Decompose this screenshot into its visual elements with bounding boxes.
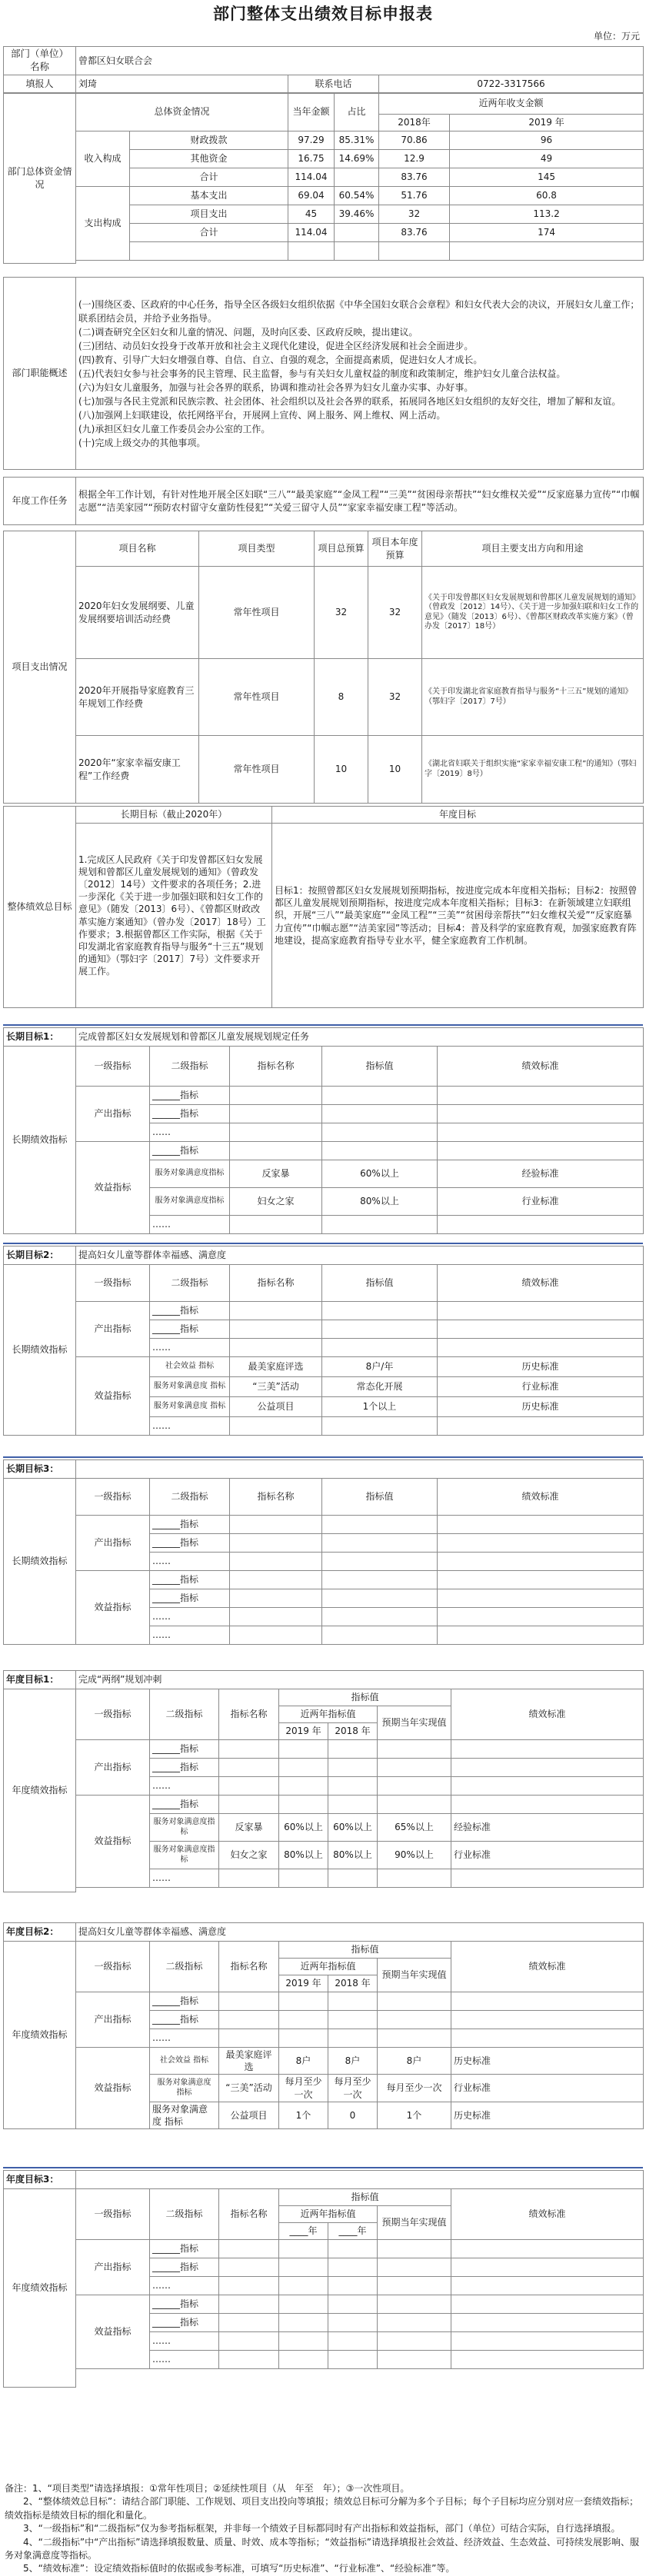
col-level1: 一级指标: [76, 1479, 150, 1516]
level2-cell: ______指标: [150, 1992, 219, 2011]
annual-goal-text: [76, 2171, 644, 2189]
indicator-name: 最美家庭评选: [219, 2048, 279, 2075]
level2-cell: ……: [150, 2029, 219, 2048]
col-level1: 一级指标: [76, 1942, 150, 1992]
long-goal-text: 提高妇女儿童等群体幸福感、满意度: [76, 1246, 644, 1265]
expense-row-current: 45: [288, 205, 335, 224]
indicator-value: 80%以上: [322, 1188, 438, 1216]
col-level1: 一级指标: [76, 1265, 150, 1302]
long-goal-side-label: 长期绩效指标: [4, 1479, 76, 1645]
indicator-standard: 经验标准: [438, 1160, 644, 1188]
project-col-header: 项目类型: [199, 531, 315, 567]
duty-item: (二)调查研究全区妇女和儿童的情况、问题，及时向区委、区政府反映，提出建议。: [78, 326, 418, 338]
annual-goal-text: 完成“两纲”规划冲刺: [76, 1671, 644, 1689]
duty-item: (五)代表妇女参与社会事务的民主管理、民主监督，参与有关妇女儿童权益的制度和政策制定，维护妇女儿童合法权益。: [78, 368, 566, 379]
project-basis: 《关于印发曾都区妇女发展规划和曾都区儿童发展规划的通知》（曾政发〔2012〕14号）、《关于进一步加强妇联和妇女工作的意见》（随发〔2013〕6号）、《曾都区财政改革实施方案》（曾办发〔2017〕18号）: [422, 567, 644, 659]
overall-goals-table: [3, 806, 644, 1008]
long-goal-text: [76, 1460, 644, 1479]
annual-task-content: 根据全年工作计划，有针对性地开展全区妇联“三八”“最美家庭”“金凤工程”“三美”“贫困母亲帮扶”“妇女维权关爱”“反家庭暴力宣传”“巾帼志愿”“洁美家园”“预防农村留守女童防性侵犯”“关爱三留守人员”“家家幸福安康工程”等活动。: [76, 478, 644, 525]
income-row-current: 114.04: [288, 168, 335, 187]
level2-cell: ……: [150, 1339, 230, 1357]
long-goal-2-table: [3, 1246, 644, 1436]
level2-cell: ______指标: [150, 1105, 230, 1123]
col-level2: 二级指标: [150, 1265, 230, 1302]
col-level2: 二级指标: [150, 1689, 219, 1740]
level2-cell: ______指标: [150, 1302, 230, 1320]
output-indicator-label: 产出指标: [76, 2240, 150, 2295]
divider: [3, 1456, 643, 1458]
long-goal-side-label: 长期绩效指标: [4, 1047, 76, 1234]
level2-cell: ……: [150, 1777, 219, 1796]
duty-item: (四)教育、引导广大妇女增强自尊、自信、自立、自强的观念，全面提高素质，促进妇女人才成长。: [78, 354, 483, 365]
fund-header: 总体资金情况: [76, 93, 288, 131]
indicator-year-2: 8户: [328, 2048, 378, 2075]
indicator-standard: 历史标准: [451, 2048, 644, 2075]
overall-goals-label: 整体绩效总目标: [4, 807, 76, 1008]
year-2-header: 2019 年: [450, 115, 644, 131]
income-row-share: [335, 168, 379, 187]
budget-table: [3, 92, 644, 264]
duties-content: [76, 278, 644, 470]
indicator-name: 公益项目: [230, 1397, 322, 1417]
annual-goal-content: 目标1：按照曾都区妇女发展规划预期指标，按进度完成本年度相关指标；目标2：按照曾都区儿童发展规划预期指标，按进度完成本年度相关指标；目标3：在新领域建立妇联组织，开展“三八”“最美家庭”“金凤工程”“三美”“贫困母亲帮扶”“妇女维权关爱”“反家庭暴力宣传”“巾帼志愿”“洁美家园”等活动；目标4：普及科学的家庭教育观，加强家庭教育阵地建设，提高家庭教育指导专业水平，健全家庭教育工作机制。: [272, 824, 644, 1008]
current-year-header: 当年金额: [288, 93, 335, 131]
level2-cell: ……: [150, 1626, 230, 1645]
header-table: [3, 46, 644, 94]
indicator-year-2: 每月至少一次: [328, 2075, 378, 2102]
project-table: [3, 531, 644, 804]
unit-label: 单位：万元: [593, 31, 640, 42]
expense-row-name: [130, 242, 288, 261]
indicator-value: 1个以上: [322, 1397, 438, 1417]
income-row-name: 其他资金: [130, 150, 288, 168]
expense-row-y1: 83.76: [379, 224, 450, 242]
level2-cell: 服务对象满意度指标: [150, 1814, 219, 1842]
income-row-name: 合计: [130, 168, 288, 187]
col-indicator-name: 指标名称: [219, 2189, 279, 2240]
level2-cell: ……: [150, 2277, 219, 2295]
notes: [5, 2482, 641, 2576]
duty-item: (九)承担区妇女儿童工作委员会办公室的工作。: [78, 423, 271, 434]
project-annual: 10: [368, 736, 422, 804]
annual-goal-side-label: 年度绩效指标: [4, 1689, 76, 1892]
expense-row-current: 69.04: [288, 187, 335, 205]
col-standard: 绩效标准: [451, 2189, 644, 2240]
long-goal-label: 长期目标3：: [4, 1460, 76, 1479]
dept-name-label: 部门（单位）名称: [4, 47, 76, 75]
indicator-value: 常态化开展: [322, 1377, 438, 1397]
income-row-current: 97.29: [288, 131, 335, 150]
col-level1: 一级指标: [76, 2189, 150, 2240]
duty-item: (三)团结、动员妇女投身于改革开放和社会主义现代化建设，促进全区经济发展和社会全面进步。: [78, 340, 474, 351]
col-level1: 一级指标: [76, 1047, 150, 1087]
effect-indicator-label: 效益指标: [76, 1796, 150, 1888]
project-type: 常年性项目: [199, 567, 315, 659]
project-name: 2020年妇女发展纲要、儿童发展纲要培训活动经费: [76, 567, 199, 659]
expense-row-current: 114.04: [288, 224, 335, 242]
output-indicator-label: 产出指标: [76, 1087, 150, 1142]
col-level2: 二级指标: [150, 1942, 219, 1992]
expense-label: 支出构成: [76, 187, 130, 261]
overall-budget-label: 部门总体资金情况: [4, 93, 76, 264]
duty-item: (七)加强与各民主党派和民族宗教、社会团体、社会组织以及社会各界的联系，拓展同各地区妇女组织的友好交往，增加了解和友谊。: [78, 395, 621, 407]
level2-cell: 服务对象满意度 指标: [150, 1397, 230, 1417]
phone-label: 联系电话: [288, 75, 379, 93]
recent-years-header: 近两年收支金额: [379, 93, 644, 115]
col-indicator-value: 指标值: [322, 1047, 438, 1087]
indicator-year-2: 80%以上: [328, 1842, 378, 1869]
indicator-year-1: 8户: [279, 2048, 328, 2075]
col-indicator-name: 指标名称: [219, 1942, 279, 1992]
annual-task-table: [3, 477, 644, 525]
indicator-name: 最美家庭评选: [230, 1357, 322, 1377]
divider: [3, 1024, 643, 1026]
expense-row-share: 60.54%: [335, 187, 379, 205]
indicator-name: 反家暴: [219, 1814, 279, 1842]
long-goal-3-table: [3, 1459, 644, 1645]
level2-cell: ______指标: [150, 1534, 230, 1553]
effect-indicator-label: 效益指标: [76, 1142, 150, 1234]
level2-cell: ……: [150, 2332, 219, 2351]
project-col-header: 项目主要支出方向和用途: [422, 531, 644, 567]
indicator-name: 反家暴: [230, 1160, 322, 1188]
income-row-y1: 12.9: [379, 150, 450, 168]
indicator-name: 公益项目: [219, 2102, 279, 2128]
indicator-year-1: 60%以上: [279, 1814, 328, 1842]
level2-cell: ______指标: [150, 1087, 230, 1105]
long-term-goal-header: 长期目标（截止2020年）: [76, 807, 272, 824]
annual-goal-3-table: [3, 2170, 644, 2388]
annual-goal-side-label: 年度绩效指标: [4, 1942, 76, 2129]
expense-row-name: 基本支出: [130, 187, 288, 205]
effect-indicator-label: 效益指标: [76, 1357, 150, 1436]
annual-goal-label: 年度目标2：: [4, 1923, 76, 1942]
col-year-1: 2019 年: [279, 1975, 328, 1992]
col-recent-years: 近两年指标值: [279, 1706, 378, 1723]
long-goal-1-table: [3, 1027, 644, 1234]
project-budget: 32: [315, 567, 368, 659]
col-year-2: ____年: [328, 2223, 378, 2240]
year-1-header: 2018年: [379, 115, 450, 131]
expense-row-share: [335, 224, 379, 242]
effect-indicator-label: 效益指标: [76, 1571, 150, 1645]
indicator-year-1: 每月至少一次: [279, 2075, 328, 2102]
indicator-name: 妇女之家: [230, 1188, 322, 1216]
level2-cell: 社会效益 指标: [150, 1357, 230, 1377]
indicator-year-1: 80%以上: [279, 1842, 328, 1869]
project-name: 2020年开展指导家庭教育三年规划工作经费: [76, 659, 199, 736]
level2-cell: ______指标: [150, 2240, 219, 2258]
level2-cell: ______指标: [150, 1740, 219, 1759]
long-goal-side-label: 长期绩效指标: [4, 1265, 76, 1436]
duty-item: (十)完成上级交办的其他事项。: [78, 437, 206, 448]
expense-row-share: [335, 242, 379, 261]
col-indicator-value: 指标值: [279, 2189, 451, 2206]
level2-cell: ……: [150, 1123, 230, 1142]
level2-cell: 服务对象满意度 指标: [150, 2102, 219, 2128]
note-line: 备注：1、“项目类型”请选择填报：①常年性项目；②延续性项目（从 年至 年）；③一次性项目。: [5, 2483, 410, 2494]
level2-cell: 服务对象满意度指标: [150, 1842, 219, 1869]
indicator-expected: 65%以上: [378, 1814, 451, 1842]
annual-goal-label: 年度目标3：: [4, 2171, 76, 2189]
col-level2: 二级指标: [150, 1479, 230, 1516]
level2-cell: ……: [150, 1553, 230, 1571]
col-indicator-name: 指标名称: [230, 1479, 322, 1516]
level2-cell: ……: [150, 1417, 230, 1436]
project-type: 常年性项目: [199, 659, 315, 736]
level2-cell: ______指标: [150, 1759, 219, 1777]
level2-cell: ______指标: [150, 1571, 230, 1589]
indicator-expected: 1个: [378, 2102, 451, 2128]
filler-value: 刘琦: [76, 75, 288, 93]
indicator-standard: 历史标准: [451, 2102, 644, 2128]
income-row-y1: 70.86: [379, 131, 450, 150]
indicator-name: “三美”活动: [230, 1377, 322, 1397]
duty-item: (六)为妇女儿童服务，加强与社会各界的联系，协调和推动社会各界为妇女儿童办实事、办好事。: [78, 381, 474, 393]
expense-row-name: 项目支出: [130, 205, 288, 224]
annual-goal-side-label: 年度绩效指标: [4, 2189, 76, 2388]
project-basis: 《关于印发湖北省家庭教育指导与服务“十三五”规划的通知》（鄂妇字〔2017〕7号）: [422, 659, 644, 736]
indicator-name: 妇女之家: [219, 1842, 279, 1869]
project-col-header: 项目本年度预算: [368, 531, 422, 567]
expense-row-y1: 32: [379, 205, 450, 224]
expense-row-name: 合计: [130, 224, 288, 242]
col-recent-years: 近两年指标值: [279, 2206, 378, 2223]
duties-table: [3, 277, 644, 470]
col-indicator-name: 指标名称: [219, 1689, 279, 1740]
level2-cell: ______指标: [150, 1516, 230, 1534]
long-goal-label: 长期目标1：: [4, 1028, 76, 1047]
col-level1: 一级指标: [76, 1689, 150, 1740]
col-year-1: ____年: [279, 2223, 328, 2240]
note-line: 3、“一级指标”和“二级指标”仅为参考指标框架，并非每一个绩效子目标都同时有产出指标和效益指标，部门（单位）可结合实际，自行选择填报。: [5, 2523, 621, 2534]
project-budget: 8: [315, 659, 368, 736]
level2-cell: ______指标: [150, 1589, 230, 1608]
indicator-standard: 历史标准: [438, 1397, 644, 1417]
project-col-header: 项目总预算: [315, 531, 368, 567]
level2-cell: ______指标: [150, 1796, 219, 1814]
project-type: 常年性项目: [199, 736, 315, 804]
level2-cell: ______指标: [150, 1320, 230, 1339]
level2-cell: ……: [150, 2351, 219, 2369]
col-level2: 二级指标: [150, 2189, 219, 2240]
duty-item: (八)加强网上妇联建设，依托网络平台，开展网上宣传、网上服务、网上维权、网上活动。: [78, 409, 446, 421]
income-row-name: 财政拨款: [130, 131, 288, 150]
income-row-y2: 145: [450, 168, 644, 187]
indicator-expected: 90%以上: [378, 1842, 451, 1869]
project-name: 2020年“家家幸福安康工程”工作经费: [76, 736, 199, 804]
annual-goal-text: 提高妇女儿童等群体幸福感、满意度: [76, 1923, 644, 1942]
level2-cell: ______指标: [150, 1142, 230, 1160]
indicator-standard: 行业标准: [438, 1188, 644, 1216]
col-year-2: 2018 年: [328, 1723, 378, 1740]
output-indicator-label: 产出指标: [76, 1302, 150, 1357]
income-row-current: 16.75: [288, 150, 335, 168]
divider: [3, 2167, 643, 2168]
col-indicator-value: 指标值: [322, 1265, 438, 1302]
level2-cell: 服务对象满意度指标: [150, 1188, 230, 1216]
level2-cell: 服务对象满意度 指标: [150, 1377, 230, 1397]
income-row-share: 85.31%: [335, 131, 379, 150]
indicator-standard: 历史标准: [438, 1357, 644, 1377]
level2-cell: 社会效益 指标: [150, 2048, 219, 2075]
col-indicator-name: 指标名称: [230, 1047, 322, 1087]
col-recent-years: 近两年指标值: [279, 1959, 378, 1975]
expense-row-y2: 113.2: [450, 205, 644, 224]
income-row-y2: 49: [450, 150, 644, 168]
project-annual: 32: [368, 567, 422, 659]
annual-goal-label: 年度目标1：: [4, 1671, 76, 1689]
level2-cell: ______指标: [150, 2314, 219, 2332]
indicator-value: 60%以上: [322, 1160, 438, 1188]
indicator-standard: 行业标准: [451, 1842, 644, 1869]
level2-cell: ______指标: [150, 2011, 219, 2029]
annual-goal-1-table: [3, 1670, 644, 1892]
col-standard: 绩效标准: [451, 1689, 644, 1740]
output-indicator-label: 产出指标: [76, 1740, 150, 1796]
divider: [3, 1243, 643, 1244]
annual-task-label: 年度工作任务: [4, 478, 76, 525]
project-budget: 10: [315, 736, 368, 804]
filler-label: 填报人: [4, 75, 76, 93]
col-standard: 绩效标准: [438, 1265, 644, 1302]
expense-row-y1: [379, 242, 450, 261]
note-line: 4、“二级指标”中“产出指标”请选择填报数量、质量、时效、成本等指标；“效益指标”请选择填报社会效益、经济效益、生态效益、可持续发展影响、服务对象满意度等指标。: [5, 2536, 639, 2561]
level2-cell: 服务对象满意度 指标: [150, 2075, 219, 2102]
indicator-expected: 每月至少一次: [378, 2075, 451, 2102]
share-header: 占比: [335, 93, 379, 131]
expense-row-y2: [450, 242, 644, 261]
level2-cell: ……: [150, 1216, 230, 1234]
indicator-year-1: 1个: [279, 2102, 328, 2128]
level2-cell: ______指标: [150, 2295, 219, 2314]
col-expected: 预期当年实现值: [378, 1959, 451, 1992]
expense-row-y2: 174: [450, 224, 644, 242]
col-indicator-value: 指标值: [279, 1942, 451, 1959]
project-basis: 《湖北省妇联关于组织实施“家家幸福安康工程”的通知》（鄂妇字〔2019〕8号）: [422, 736, 644, 804]
col-indicator-value: 指标值: [279, 1689, 451, 1706]
long-goal-label: 长期目标2：: [4, 1246, 76, 1265]
col-standard: 绩效标准: [438, 1047, 644, 1087]
expense-row-y2: 60.8: [450, 187, 644, 205]
note-line: 2、“整体绩效总目标”：请结合部门职能、工作规划、项目支出投向等填报；绩效总目标可分解为多个子目标；每个子目标均应分别对应一套绩效指标；绩效指标是绩效目标的细化和量化。: [5, 2496, 639, 2521]
indicator-value: 8户/年: [322, 1357, 438, 1377]
level2-cell: ……: [150, 1608, 230, 1626]
annual-goal-2-table: [3, 1922, 644, 2129]
level2-cell: ……: [150, 1869, 219, 1888]
level2-cell: ______指标: [150, 2258, 219, 2277]
col-expected: 预期当年实现值: [378, 2206, 451, 2240]
income-label: 收入构成: [76, 131, 130, 187]
income-row-share: 14.69%: [335, 150, 379, 168]
income-row-y2: 96: [450, 131, 644, 150]
col-indicator-name: 指标名称: [230, 1265, 322, 1302]
duties-label: 部门职能概述: [4, 278, 76, 470]
level2-cell: 服务对象满意度指标: [150, 1160, 230, 1188]
indicator-name: “三美”活动: [219, 2075, 279, 2102]
col-indicator-value: 指标值: [322, 1479, 438, 1516]
col-year-2: 2018 年: [328, 1975, 378, 1992]
note-line: 5、“绩效标准”：设定绩效指标值时的依据或参考标准，可填写“历史标准”、“行业标准”、“经验标准”等。: [5, 2563, 455, 2574]
project-section-label: 项目支出情况: [4, 531, 76, 804]
indicator-standard: 经验标准: [451, 1814, 644, 1842]
annual-goal-header: 年度目标: [272, 807, 644, 824]
project-col-header: 项目名称: [76, 531, 199, 567]
indicator-standard: 行业标准: [451, 2075, 644, 2102]
col-level2: 二级指标: [150, 1047, 230, 1087]
col-year-1: 2019 年: [279, 1723, 328, 1740]
indicator-expected: 8户: [378, 2048, 451, 2075]
indicator-year-2: 0: [328, 2102, 378, 2128]
output-indicator-label: 产出指标: [76, 1516, 150, 1571]
effect-indicator-label: 效益指标: [76, 2048, 150, 2129]
report-title: 部门整体支出绩效目标申报表: [213, 5, 433, 23]
expense-row-current: [288, 242, 335, 261]
col-standard: 绩效标准: [438, 1479, 644, 1516]
col-expected: 预期当年实现值: [378, 1706, 451, 1740]
indicator-year-2: 60%以上: [328, 1814, 378, 1842]
duty-item: (一)围绕区委、区政府的中心任务，指导全区各级妇女组织依据《中华全国妇女联合会章程》和妇女代表大会的决议，开展妇女儿童工作；联系团结会员，并给予业务指导。: [78, 298, 640, 324]
dept-name-value: 曾都区妇女联合会: [76, 47, 644, 75]
col-standard: 绩效标准: [451, 1942, 644, 1992]
indicator-standard: 行业标准: [438, 1377, 644, 1397]
project-annual: 32: [368, 659, 422, 736]
expense-row-share: 39.46%: [335, 205, 379, 224]
output-indicator-label: 产出指标: [76, 1992, 150, 2048]
long-term-goal-content: 1.完成区人民政府《关于印发曾都区妇女发展规划和曾都区儿童发展规划的通知》（曾政发〔2012〕14号）文件要求的各项任务；2.进一步深化《关于进一步加强妇联和妇女工作的意见》（随发〔2013〕6号）、《曾都区财政改革实施方案通知》（曾办发〔2017〕18号）工作要求；3.根据曾都区工作实际，根据《关于印发湖北省家庭教育指导与服务“十三五”规划的通知》（鄂妇字〔2017〕7号）文件要求开展工作。: [76, 824, 272, 1008]
effect-indicator-label: 效益指标: [76, 2295, 150, 2369]
expense-row-y1: 51.76: [379, 187, 450, 205]
long-goal-text: 完成曾都区妇女发展规划和曾都区儿童发展规划规定任务: [76, 1028, 644, 1047]
phone-value: 0722-3317566: [379, 75, 644, 93]
income-row-y1: 83.76: [379, 168, 450, 187]
